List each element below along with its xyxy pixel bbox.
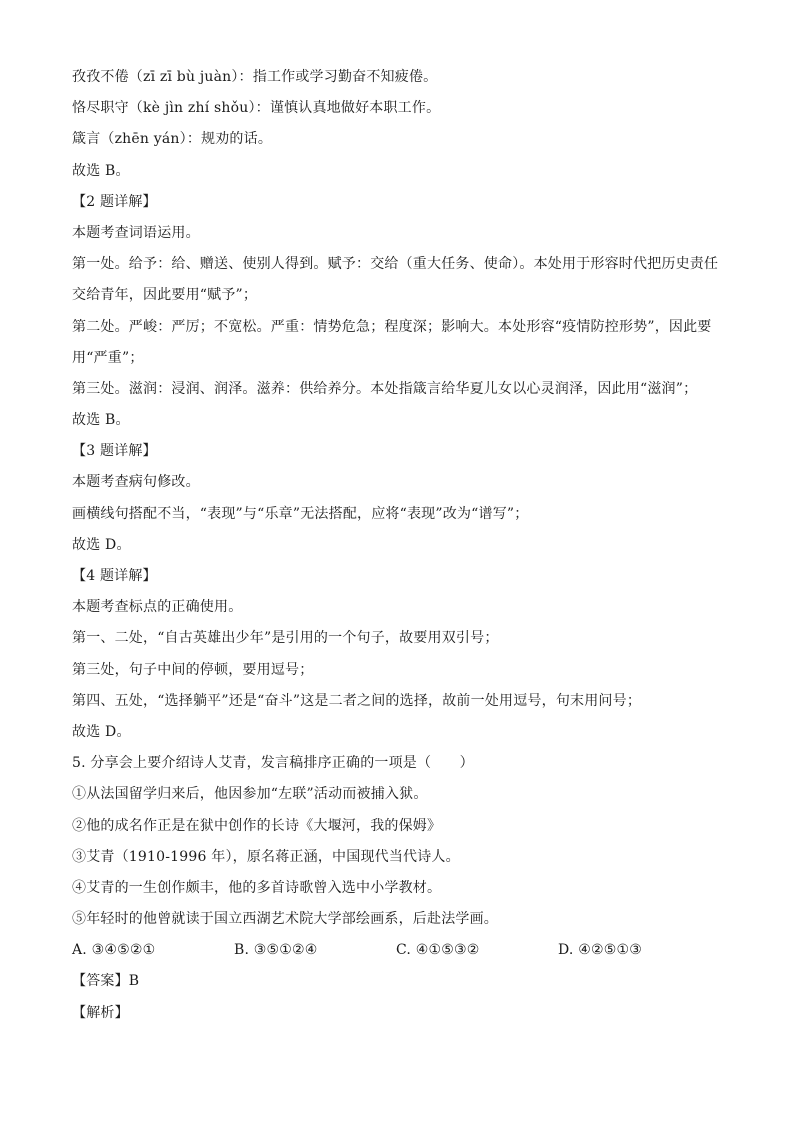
- text-line: 画横线句搭配不当，“表现”与“乐章”无法搭配，应将“表现”改为“谱写”；: [72, 505, 529, 522]
- text-line: 本题考查词语运用。: [72, 224, 200, 241]
- text-line: 箴言（zhēn yán）：规劝的话。: [72, 131, 273, 148]
- text-line: 第一、二处，“自古英雄出少年”是引用的一个句子，故要用双引号；: [72, 630, 499, 647]
- text-line: 第四、五处，“选择躺平”还是“奋斗”这是二者之间的选择，故前一处用逗号，句末用问号；: [72, 692, 642, 709]
- question-5-item: ②他的成名作正是在狱中创作的长诗《大堰河，我的保姆》: [72, 817, 442, 834]
- option-d: D. ④②⑤①③: [558, 942, 642, 959]
- text-line: 第三处。滋润：浸润、润泽。滋养：供给养分。本处指箴言给华夏儿女以心灵润泽，因此用“滋润”；: [72, 380, 698, 397]
- text-line: 交给青年，因此要用“赋予”；: [72, 287, 258, 304]
- text-line: 故选 B。: [72, 412, 130, 429]
- question-5-item: ④艾青的一生创作颇丰，他的多首诗歌曾入选中小学教材。: [72, 879, 442, 896]
- option-c: C. ④①⑤③②: [396, 942, 480, 959]
- question-5-options: [72, 935, 732, 966]
- question-5-item: ③艾青（1910-1996 年），原名蒋正涵，中国现代当代诗人。: [72, 848, 460, 865]
- section-heading-q2: 【2 题详解】: [72, 193, 157, 210]
- text-line: 本题考查标点的正确使用。: [72, 599, 243, 616]
- text-line: 第二处。严峻：严厉；不宽松。严重：情势危急；程度深；影响大。本处形容“疫情防控形势”，因此要: [72, 318, 712, 335]
- question-5-item: ①从法国留学归来后，他因参加“左联”活动而被捕入狱。: [72, 786, 428, 803]
- text-line: 孜孜不倦（zī zī bù juàn）：指工作或学习勤奋不知疲倦。: [72, 69, 438, 85]
- question-5-stem: 5. 分享会上要介绍诗人艾青，发言稿排序正确的一项是（ ）: [72, 755, 474, 772]
- text-line: 故选 B。: [72, 162, 130, 179]
- document-page: [72, 62, 732, 1029]
- text-line: 恪尽职守（kè jìn zhí shǒu）：谨慎认真地做好本职工作。: [72, 100, 441, 117]
- option-b: B. ③⑤①②④: [234, 942, 318, 959]
- text-line: 第一处。给予：给、赠送、使别人得到。赋予：交给（重大任务、使命）。本处用于形容时代把历史责任: [72, 256, 719, 273]
- section-heading-q3: 【3 题详解】: [72, 443, 157, 460]
- answer-label: 【答案】B: [72, 973, 140, 990]
- text-line: 故选 D。: [72, 723, 131, 740]
- text-line: 本题考查病句修改。: [72, 474, 200, 491]
- text-line: 故选 D。: [72, 536, 131, 553]
- text-line: 第三处，句子中间的停顿，要用逗号；: [72, 661, 314, 678]
- section-heading-q4: 【4 题详解】: [72, 568, 157, 584]
- analysis-label: 【解析】: [72, 1004, 129, 1021]
- text-line: 用“严重”；: [72, 349, 144, 366]
- question-5-item: ⑤年轻时的他曾就读于国立西湖艺术院大学部绘画系，后赴法学画。: [72, 911, 498, 928]
- option-a: A. ③④⑤②①: [72, 942, 156, 959]
